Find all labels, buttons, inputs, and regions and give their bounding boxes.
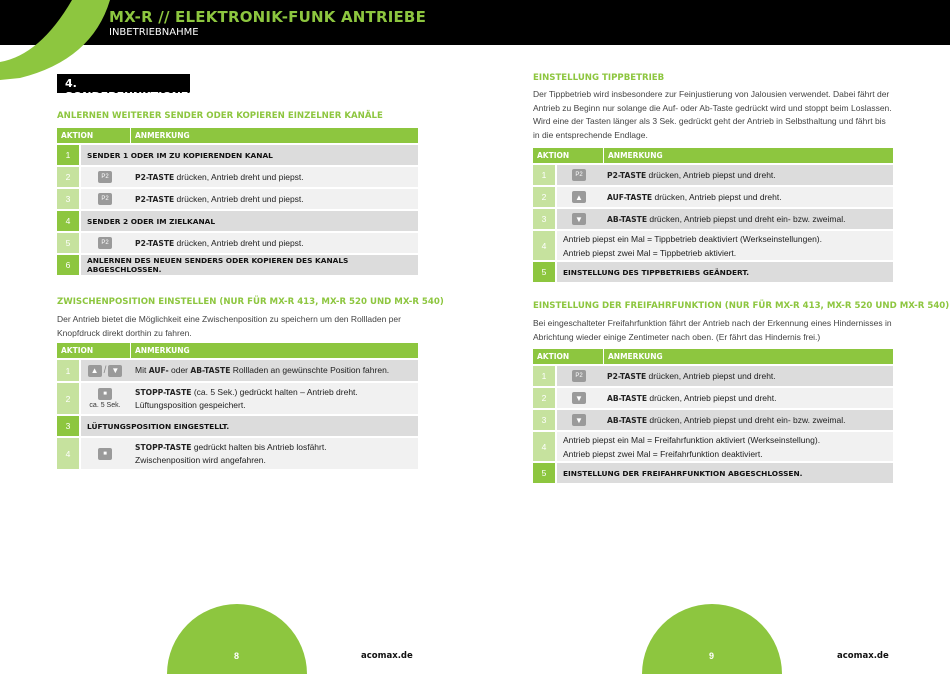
table-freifahrfunktion [533, 349, 893, 483]
table-row: 1 P2 P2-TASTE drücken, Antrieb piepst und dreht. [533, 366, 893, 386]
table-row: 2 ▲ AUF-TASTE drücken, Antrieb piepst und dreht. [533, 187, 893, 207]
p2-key-icon: P2 [98, 237, 112, 249]
table-row: 4 Antrieb piepst ein Mal = Tippbetrieb deaktiviert (Werkseinstellungen). Antrieb piepst zwei Mal = Tippbetrieb aktiviert. [533, 231, 893, 260]
up-arrow-key-icon: ▲ [572, 191, 586, 203]
table-zwischenposition [57, 343, 418, 469]
site-link-right[interactable]: acomax.de [837, 651, 889, 661]
table-row: 4 SENDER 2 ODER IM ZIELKANAL [57, 211, 418, 231]
section-title-zwischenposition: ZWISCHENPOSITION EINSTELLEN (NUR FÜR MX-R 413, MX-R 520 UND MX-R 540) [57, 297, 444, 307]
table-row: 1 SENDER 1 ODER IM ZU KOPIERENDEN KANAL [57, 145, 418, 165]
table-row: 1 ▲ / ▼ Mit AUF- oder AB-TASTE Rollladen an gewünschte Position fahren. [57, 360, 418, 381]
p2-key-icon: P2 [572, 370, 586, 382]
table-row: 6 ANLERNEN DES NEUEN SENDERS ODER KOPIEREN DES KANALS ABGESCHLOSSEN. [57, 255, 418, 275]
table-row: 2 P2 P2-TASTE drücken, Antrieb dreht und piepst. [57, 167, 418, 187]
table-header [57, 128, 418, 143]
up-arrow-key-icon: ▲ [88, 365, 102, 377]
down-arrow-key-icon: ▼ [108, 365, 122, 377]
table-row: 4 ■ STOPP-TASTE gedrückt halten bis Antrieb losfährt. Zwischenposition wird angefahren. [57, 438, 418, 469]
col-action: AKTION [61, 346, 94, 355]
page-number-right: 9 [709, 651, 715, 661]
paragraph-freifahrfunktion: Bei eingeschalteter Freifahrfunktion fährt der Antrieb nach der Erkennung eines Hindernisses in Abrichtung wieder einige Zentimeter nach oben. (Er fährt das Hindernis frei.) [533, 318, 892, 342]
section-title-tippbetrieb: EINSTELLUNG TIPPBETRIEB [533, 73, 665, 83]
table-row: 3 ▼ AB-TASTE drücken, Antrieb piepst und dreht ein- bzw. zweimal. [533, 209, 893, 229]
down-arrow-key-icon: ▼ [572, 392, 586, 404]
col-note: ANMERKUNG [130, 128, 194, 143]
table-row: 1 P2 P2-TASTE drücken, Antrieb piepst und dreht. [533, 165, 893, 185]
section-title-anlernen: ANLERNEN WEITERER SENDER ODER KOPIEREN EINZELNER KANÄLE [57, 111, 383, 121]
table-tippbetrieb [533, 148, 893, 282]
table-row: 2 ■ ca. 5 Sek. STOPP-TASTE (ca. 5 Sek.) gedrückt halten – Antrieb dreht. Lüftungsposition gespeichert. [57, 383, 418, 414]
table-row: 4 Antrieb piepst ein Mal = Freifahrfunktion aktiviert (Werkseinstellung). Antrieb piepst zwei Mal = Freifahrfunktion deaktiviert. [533, 432, 893, 461]
table-row: 3 LÜFTUNGSPOSITION EINGESTELLT. [57, 416, 418, 436]
table-anlernen [57, 128, 418, 275]
col-action: AKTION [537, 352, 570, 361]
p2-key-icon: P2 [98, 171, 112, 183]
table-row: 5 P2 P2-TASTE drücken, Antrieb dreht und piepst. [57, 233, 418, 253]
table-header [533, 148, 893, 163]
table-row: 3 P2 P2-TASTE drücken, Antrieb dreht und piepst. [57, 189, 418, 209]
site-link-left[interactable]: acomax.de [361, 651, 413, 661]
section-title-freifahrfunktion: EINSTELLUNG DER FREIFAHRFUNKTION (NUR FÜR MX-R 413, MX-R 520 UND MX-R 540) [533, 301, 950, 311]
col-note: ANMERKUNG [603, 349, 667, 364]
section-badge: 4. SONDERFUNKTIONEN [57, 74, 190, 93]
footer-arc-right [642, 604, 782, 674]
table-header [533, 349, 893, 364]
col-note: ANMERKUNG [603, 148, 667, 163]
p2-key-icon: P2 [98, 193, 112, 205]
table-row: 3 ▼ AB-TASTE drücken, Antrieb piepst und dreht ein- bzw. zweimal. [533, 410, 893, 430]
page-header [0, 0, 950, 45]
table-row: 2 ▼ AB-TASTE drücken, Antrieb piepst und dreht. [533, 388, 893, 408]
doc-title: MX-R // ELEKTRONIK-FUNK ANTRIEBE [109, 8, 427, 26]
page-number-left: 8 [234, 651, 240, 661]
swoosh-decoration-icon [0, 0, 110, 80]
paragraph-zwischenposition: Der Antrieb bietet die Möglichkeit eine Zwischenposition zu speichern um den Rollladen per Knopfdruck direkt dorthin zu fahren. [57, 314, 401, 338]
table-row: 5 EINSTELLUNG DER FREIFAHRFUNKTION ABGESCHLOSSEN. [533, 463, 893, 483]
paragraph-tippbetrieb: Der Tippbetrieb wird insbesondere zur Feinjustierung von Jalousien verwendet. Dabei fährt der Antrieb zu Beginn nur solange die Auf- oder Ab-Taste gedrückt wird und stoppt beim Loslassen. Wird eine der Tasten länger als 3 Sek. gedrückt geht der Antrieb in Selbsthaltung und fährt bis in die entsprechende Endlage. [533, 89, 892, 140]
table-header [57, 343, 418, 358]
down-arrow-key-icon: ▼ [572, 213, 586, 225]
stop-key-icon: ■ [98, 448, 112, 460]
col-note: ANMERKUNG [130, 343, 194, 358]
doc-subtitle: INBETRIEBNAHME [109, 27, 199, 38]
footer-arc-left [167, 604, 307, 674]
stop-key-icon: ■ [98, 388, 112, 400]
col-action: AKTION [61, 131, 94, 140]
p2-key-icon: P2 [572, 169, 586, 181]
down-arrow-key-icon: ▼ [572, 414, 586, 426]
table-row: 5 EINSTELLUNG DES TIPPBETRIEBS GEÄNDERT. [533, 262, 893, 282]
col-action: AKTION [537, 151, 570, 160]
